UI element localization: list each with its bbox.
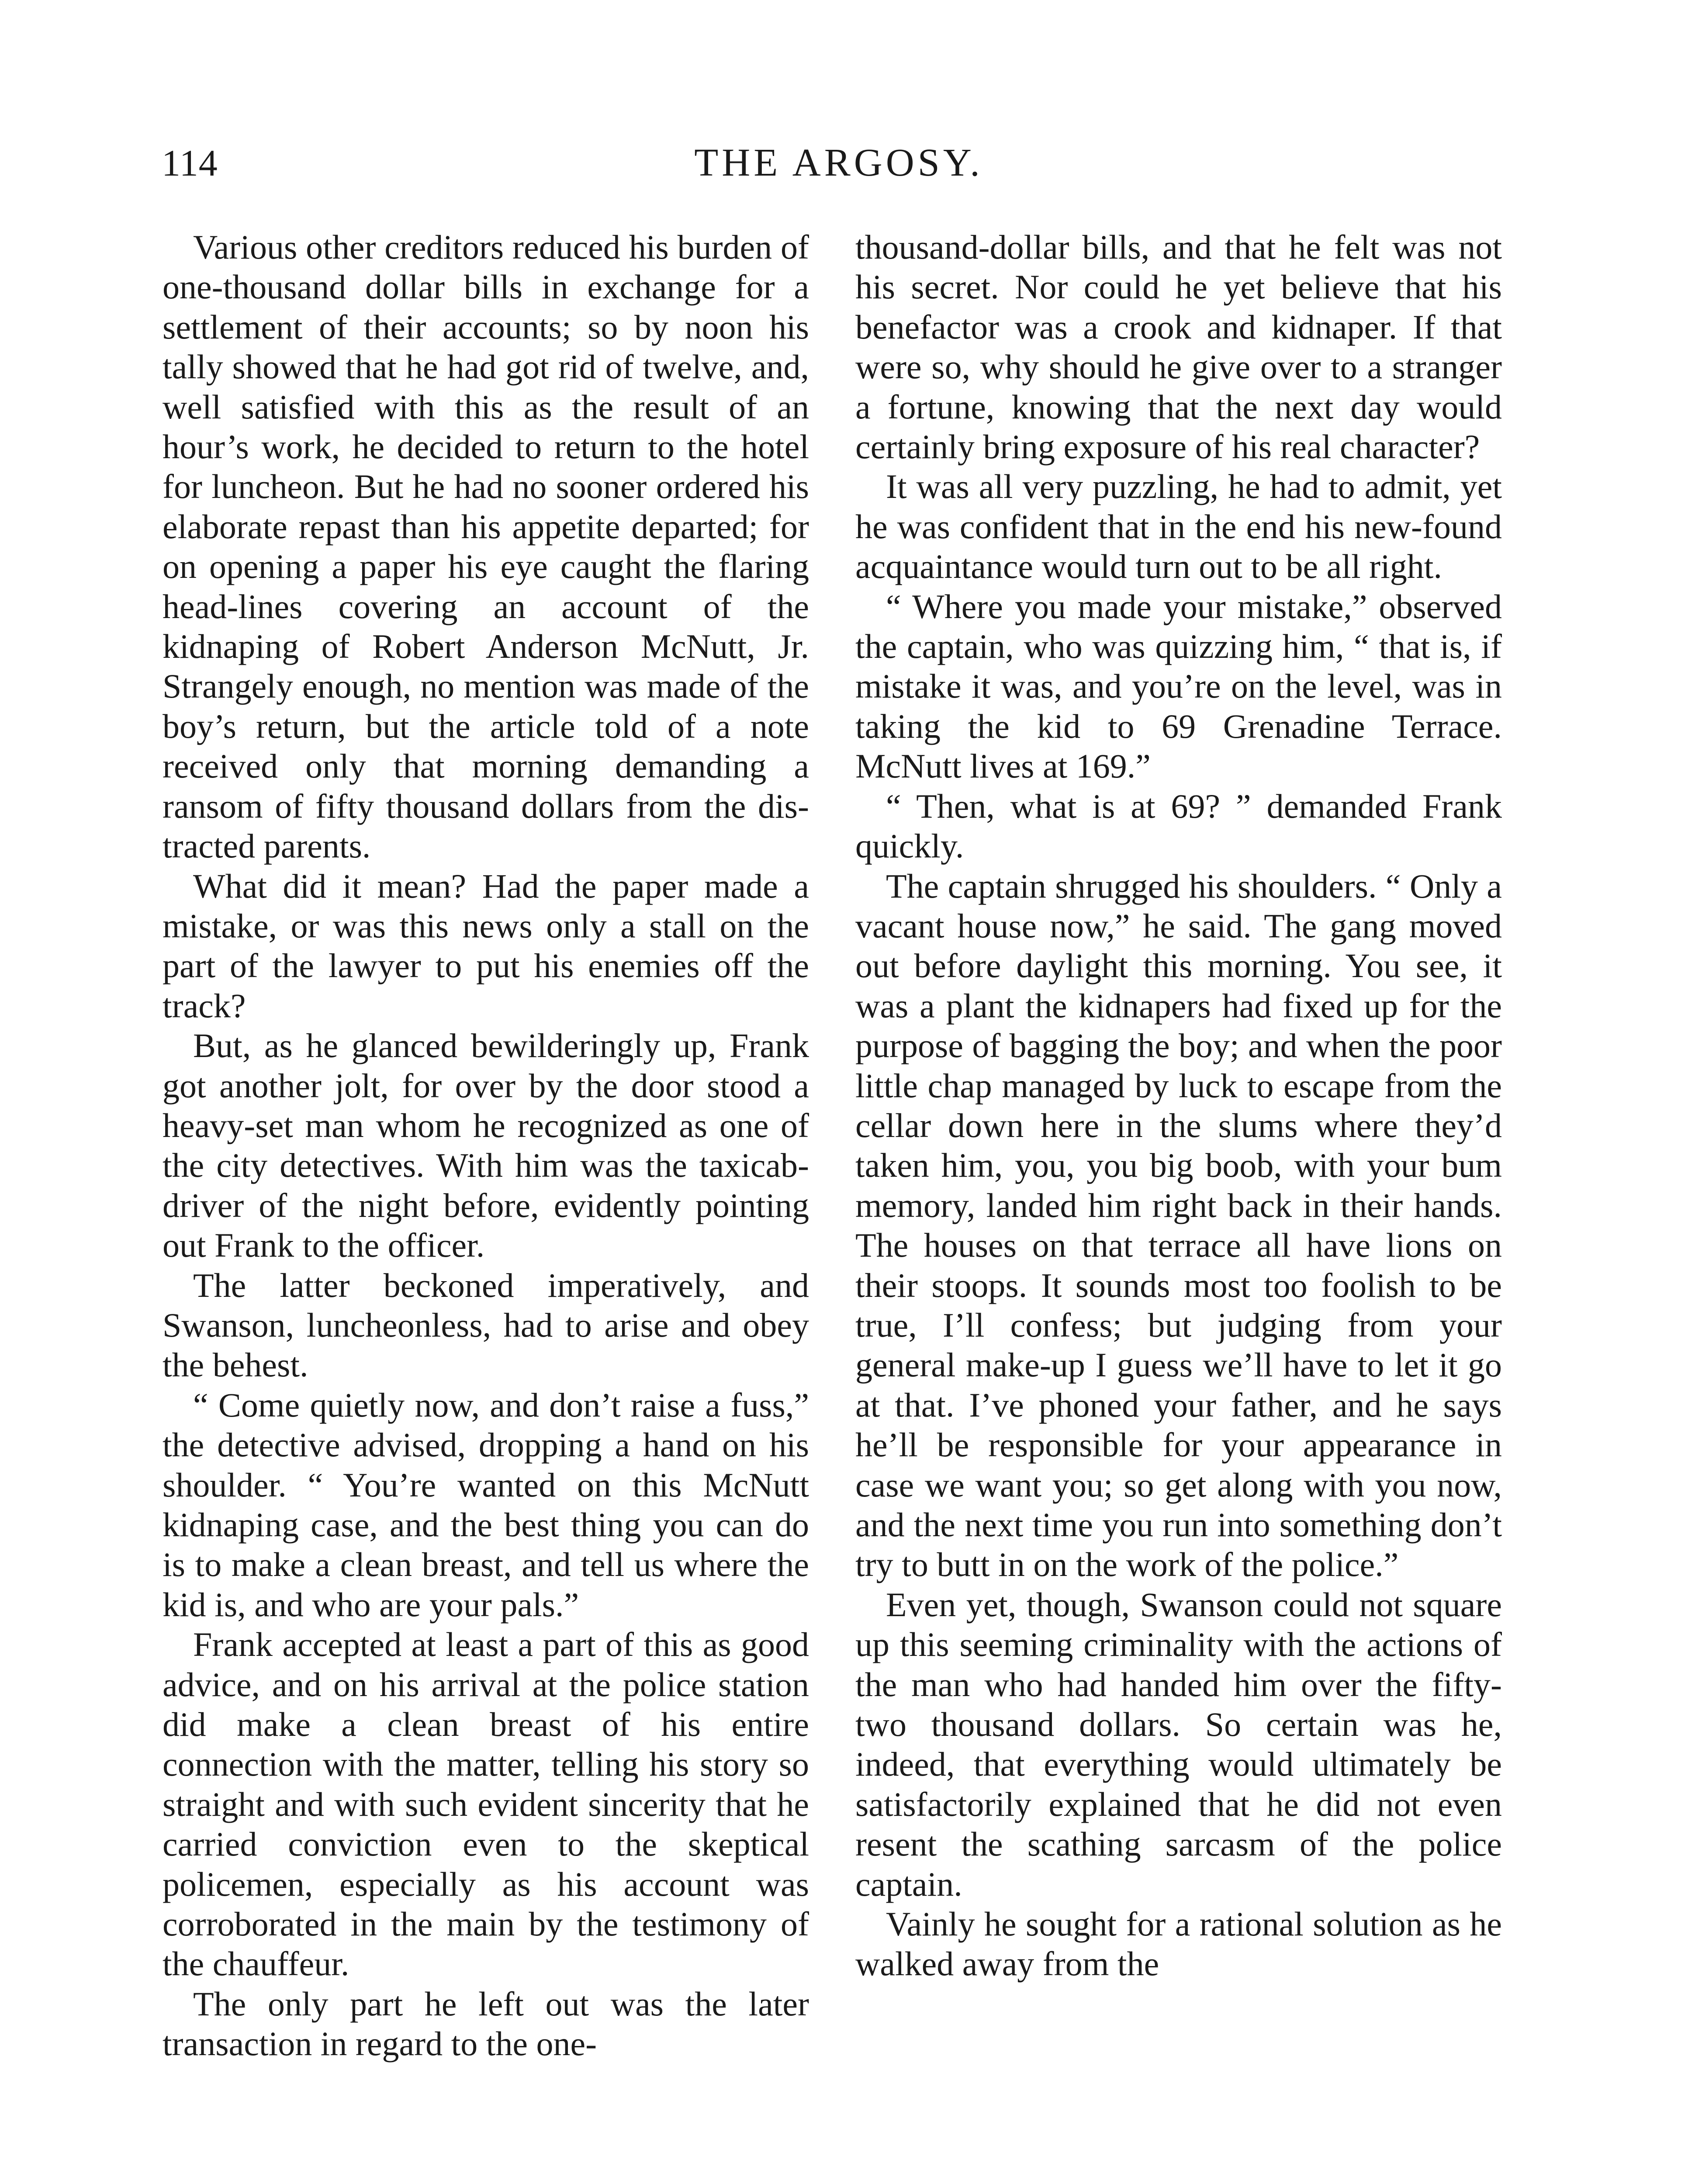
paragraph: “ Come quietly now, and don’t raise a fuss,” the detective advised, dropping a hand on his shoulder. “ You’re wanted on this McNutt kidnaping case, and the best thing you can do is to make a clean breast, and tell us where the kid is, and who are your pals.”	[163, 1386, 809, 1624]
paragraph: Frank accepted at least a part of this as good advice, and on his arrival at the police station did make a clean breast of his entire connection with the matter, telling his story so straight and with such evident sincerity that he carried conviction even to the skeptical policemen, especially as his account was corroborated in the main by the testimony of the chauffeur.	[163, 1625, 809, 1983]
paragraph: “ Then, what is at 69? ” demanded Frank quickly.	[855, 787, 1502, 865]
paragraph: Even yet, though, Swanson could not square up this seeming criminality with the actions of the man who had handed him over the fifty-two thousand dollars. So certain was he, indeed, that everything would ultimately be satisfactorily explained that he did not even resent the scathing sarcasm of the police captain.	[855, 1585, 1502, 1903]
paragraph: “ Where you made your mistake,” observed the captain, who was quizzing him, “ that is, if mistake it was, and you’re on the level, was in taking the kid to 69 Grenadine Terrace. McNutt lives at 169.”	[855, 587, 1502, 785]
paragraph: The latter beckoned imperatively, and Swanson, luncheonless, had to arise and obey the behest.	[163, 1266, 809, 1384]
paragraph: But, as he glanced bewilderingly up, Frank got another jolt, for over by the door stood a heavy-set man whom he recognized as one of the city detectives. With him was the taxicab-driver of the night before, evidently pointing out Frank to the officer.	[163, 1026, 809, 1265]
page-number: 114	[162, 142, 218, 184]
paragraph: Vainly he sought for a rational solution as he walked away from the	[855, 1905, 1502, 1983]
paragraph: The captain shrugged his shoulders. “ Only a vacant house now,” he said. The gang moved out before daylight this morning. You see, it was a plant the kidnapers had fixed up for the purpose of bagging the boy; and when the poor little chap managed by luck to escape from the cellar down here in the slums where they’d taken him, you, you big boob, with your bum memory, landed him right back in their hands. The houses on that terrace all have lions on their stoops. It sounds most too foolish to be true, I’ll confess; but judging from your general make-up I guess we’ll have to let it go at that. I’ve phoned your father, and he says he’ll be responsible for your appearance in case we want you; so get along with you now, and the next time you run into something don’t try to butt in on the work of the police.”	[855, 867, 1502, 1584]
paragraph: The only part he left out was the later transaction in regard to the one-	[163, 1984, 809, 2063]
right-column	[855, 227, 1502, 1984]
paragraph: It was all very puzzling, he had to admit, yet he was confident that in the end his new-found acquaintance would turn out to be all right.	[855, 467, 1502, 586]
left-column	[163, 227, 809, 2064]
page-header	[162, 139, 1516, 187]
paragraph: Various other creditors reduced his burden of one-thousand dollar bills in exchange for a settlement of their accounts; so by noon his tally showed that he had got rid of twelve, and, well satisfied with this as the result of an hour’s work, he decided to return to the hotel for luncheon. But he had no sooner ordered his elaborate repast than his appetite departed; for on opening a paper his eye caught the flaring head-lines covering an account of the kidnaping of Robert Anderson McNutt, Jr. Strangely enough, no mention was made of the boy’s return, but the article told of a note received only that morning demanding a ransom of fifty thousand dollars from the distracted parents.	[163, 228, 809, 865]
running-title: THE ARGOSY.	[694, 141, 983, 184]
paragraph: What did it mean? Had the paper made a mistake, or was this news only a stall on the part of the lawyer to put his enemies off the track?	[163, 867, 809, 1025]
paragraph-continued: thousand-dollar bills, and that he felt was not his secret. Nor could he yet believe that his benefactor was a crook and kidnaper. If that were so, why should he give over to a stranger a fortune, knowing that the next day would certainly bring exposure of his real character?	[855, 228, 1502, 466]
